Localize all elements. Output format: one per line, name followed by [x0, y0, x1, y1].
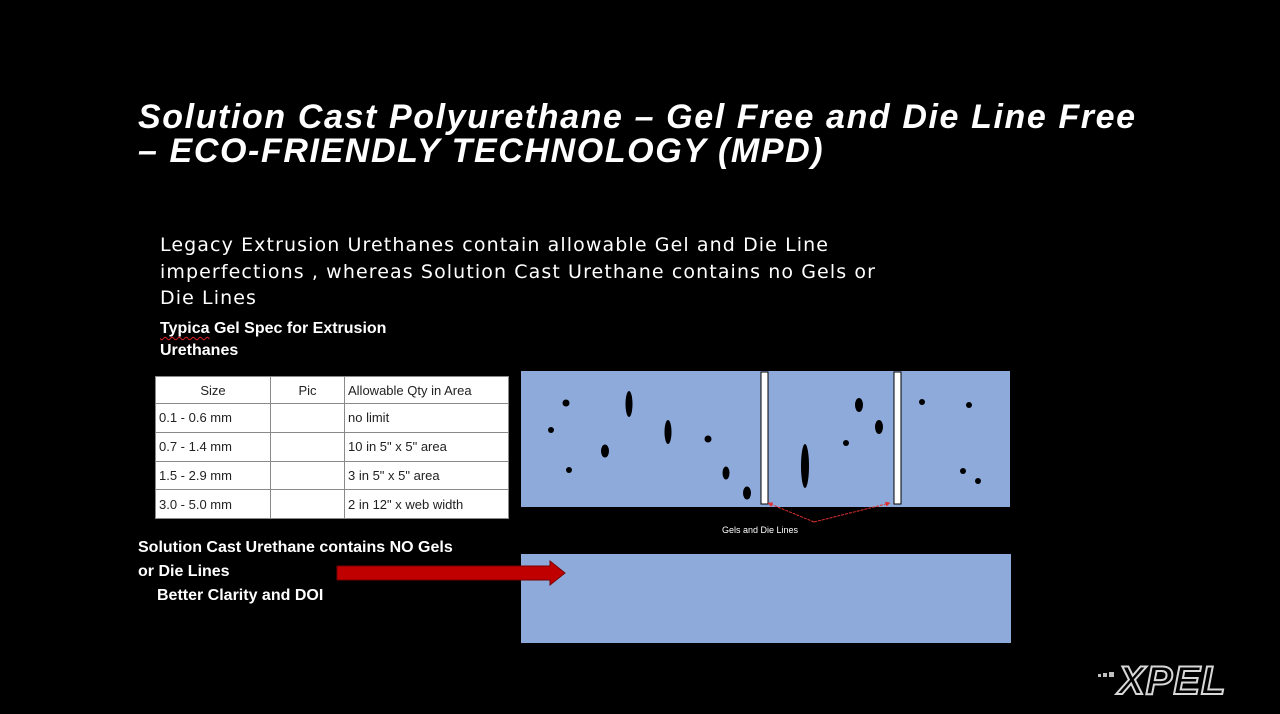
- cell-size: 3.0 - 5.0 mm: [156, 490, 271, 519]
- solution-note-line-2: or Die Lines: [138, 563, 230, 580]
- gel-dot: [855, 398, 863, 412]
- intro-line-3: Die Lines: [160, 287, 258, 309]
- gel-dot: [875, 420, 883, 434]
- gel-dot: [705, 436, 712, 443]
- gel-dot: [966, 402, 972, 408]
- cell-qty: 3 in 5" x 5" area: [345, 461, 509, 490]
- cell-qty: 2 in 12" x web width: [345, 490, 509, 519]
- solution-cast-note: [138, 536, 518, 608]
- gel-spec-caption-misspelled-word: Typica: [160, 320, 210, 337]
- gel-dot: [975, 478, 981, 484]
- slide-title-line-1: Solution Cast Polyurethane – Gel Free and Die Line Free: [138, 98, 1137, 136]
- solution-note-line-1: Solution Cast Urethane contains NO Gels: [138, 539, 453, 556]
- gel-spec-caption-line-2: Urethanes: [160, 342, 239, 359]
- slide-title-line-2: – ECO-FRIENDLY TECHNOLOGY (MPD): [138, 132, 825, 170]
- cell-qty: no limit: [345, 404, 509, 433]
- cell-qty: 10 in 5" x 5" area: [345, 432, 509, 461]
- intro-line-1: Legacy Extrusion Urethanes contain allowable Gel and Die Line: [160, 234, 830, 256]
- cell-size: 0.1 - 0.6 mm: [156, 404, 271, 433]
- die-line: [894, 372, 901, 504]
- gel-dot: [626, 391, 633, 417]
- gel-dot: [601, 445, 609, 458]
- header-pic: Pic: [271, 377, 345, 404]
- gel-dot: [960, 468, 966, 474]
- header-size: Size: [156, 377, 271, 404]
- gel-dot: [563, 400, 570, 407]
- solution-note-line-3: Better Clarity and DOI: [157, 587, 324, 604]
- xpel-logo: [1098, 650, 1258, 706]
- cell-size: 1.5 - 2.9 mm: [156, 461, 271, 490]
- header-allowable-qty: Allowable Qty in Area: [345, 377, 509, 404]
- gel-dot: [843, 440, 849, 446]
- cell-size: 0.7 - 1.4 mm: [156, 432, 271, 461]
- intro-line-2: imperfections , whereas Solution Cast Urethane contains no Gels or: [160, 260, 876, 283]
- gel-spec-caption-rest: Gel Spec for Extrusion: [209, 320, 387, 337]
- gel-dot: [801, 444, 809, 488]
- xpel-logo-text: XPEL: [1118, 659, 1227, 703]
- die-line: [761, 372, 768, 504]
- gel-dot: [723, 467, 730, 480]
- gel-dot: [919, 399, 925, 405]
- gel-dot: [665, 420, 672, 444]
- solution-cast-film-panel: [521, 554, 1011, 643]
- gels-and-die-lines-label: Gels and Die Lines: [721, 525, 799, 535]
- gel-dot: [743, 487, 751, 500]
- gel-dot: [548, 427, 554, 433]
- gel-dot: [566, 467, 572, 473]
